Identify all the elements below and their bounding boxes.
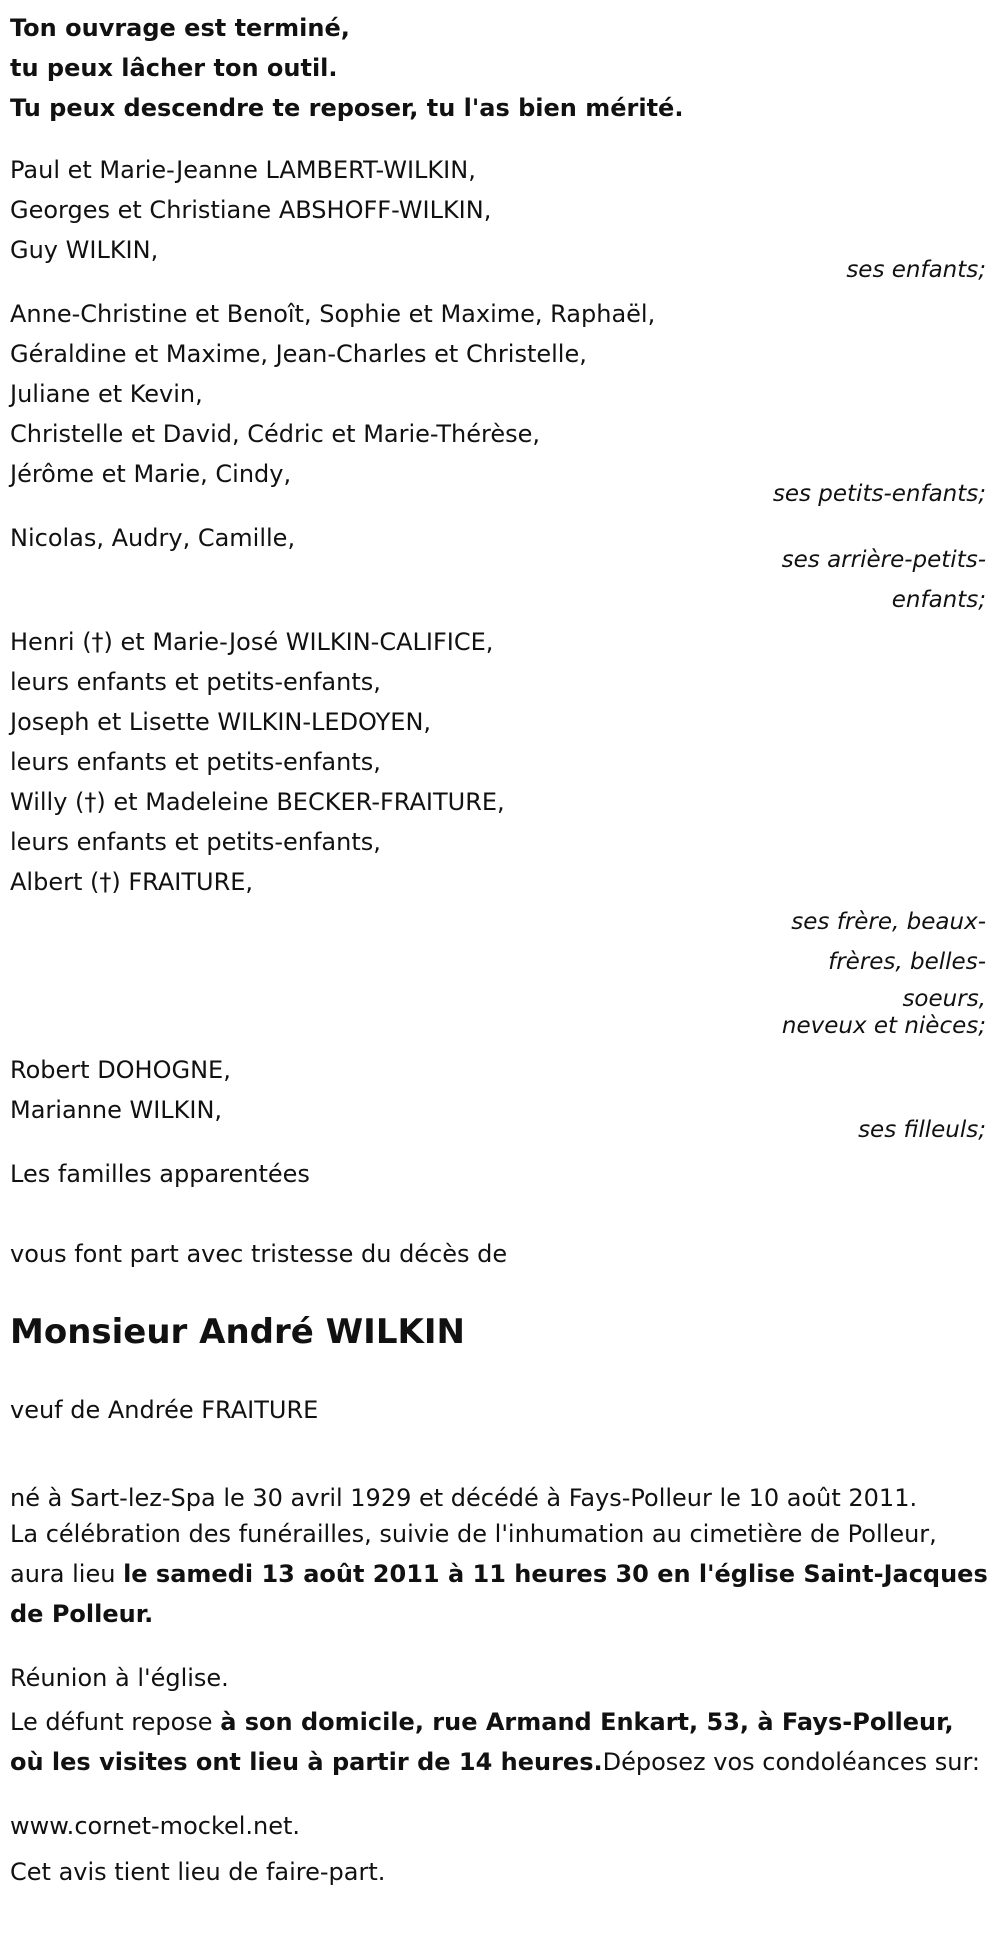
relation-line: enfants;	[891, 587, 986, 613]
rest-text: Le défunt repose	[10, 1708, 221, 1736]
relation-line: ses frère, beaux-	[791, 909, 986, 935]
relation-label: ses enfants;	[846, 257, 986, 283]
announcement-intro: vous font part avec tristesse du décès de	[10, 1240, 508, 1268]
family-name-line: Henri (†) et Marie-José WILKIN-CALIFICE,	[10, 628, 494, 656]
condolences-text: Déposez vos condoléances sur:	[602, 1748, 980, 1776]
poem-line: tu peux lâcher ton outil.	[10, 54, 338, 82]
family-name-line: Willy (†) et Madeleine BECKER-FRAITURE,	[10, 788, 505, 816]
relation-label: ses filleuls;	[858, 1117, 986, 1143]
poem-line: Tu peux descendre te reposer, tu l'as bien mérité.	[10, 94, 684, 122]
closing-note: Cet avis tient lieu de faire-part.	[10, 1858, 386, 1886]
family-name-line: Albert (†) FRAITURE,	[10, 868, 254, 896]
family-name-line: Juliane et Kevin,	[10, 380, 203, 408]
rest-location: à son domicile, rue Armand Enkart, 53, à Fays-Polleur, où les visites ont lieu à partir de 14 heures.	[10, 1708, 954, 1776]
family-name-line: leurs enfants et petits-enfants,	[10, 748, 381, 776]
family-name-line: leurs enfants et petits-enfants,	[10, 828, 381, 856]
website-link[interactable]: www.cornet-mockel.net.	[10, 1812, 301, 1840]
family-name-line: Anne-Christine et Benoît, Sophie et Maxime, Raphaël,	[10, 300, 656, 328]
reunion-line: Réunion à l'église.	[10, 1664, 229, 1692]
relation-line: frères, belles-	[828, 949, 986, 975]
family-name-line: Paul et Marie-Jeanne LAMBERT-WILKIN,	[10, 156, 476, 184]
grandchildren-group	[10, 294, 990, 512]
family-name-line: Géraldine et Maxime, Jean-Charles et Christelle,	[10, 340, 587, 368]
deceased-name: Monsieur André WILKIN	[10, 1312, 465, 1352]
related-families: Les familles apparentées	[10, 1160, 310, 1188]
poem	[10, 8, 990, 128]
relation-line: neveux et nièces;	[781, 1013, 986, 1039]
siblings-list	[10, 622, 990, 902]
family-name-line: Marianne WILKIN,	[10, 1096, 223, 1124]
widower-line: veuf de Andrée FRAITURE	[10, 1396, 319, 1424]
family-name-line: Georges et Christiane ABSHOFF-WILKIN,	[10, 196, 492, 224]
funeral-text: La célébration des funérailles, suivie de l'inhumation au cimetière de Polleur, aura lieu	[10, 1520, 937, 1588]
funeral-date-location: le samedi 13 août 2011 à 11 heures 30 en l'église Saint-Jacques de Polleur.	[10, 1560, 988, 1628]
family-name-line: Joseph et Lisette WILKIN-LEDOYEN,	[10, 708, 432, 736]
godchildren-group	[10, 1050, 990, 1148]
family-name-line: Christelle et David, Cédric et Marie-Thérèse,	[10, 420, 541, 448]
funeral-paragraph	[10, 1514, 990, 1634]
great-grandchildren-group	[10, 518, 990, 620]
relation-label	[726, 540, 990, 620]
relation-line: soeurs,	[902, 986, 986, 1012]
family-name-line: leurs enfants et petits-enfants,	[10, 668, 381, 696]
birth-death-line: né à Sart-lez-Spa le 30 avril 1929 et décédé à Fays-Polleur le 10 août 2011.	[10, 1484, 918, 1512]
relation-line: ses arrière-petits-	[781, 547, 986, 573]
relation-label	[726, 902, 990, 1039]
family-name-line: Guy WILKIN,	[10, 236, 159, 264]
family-name-line: Robert DOHOGNE,	[10, 1056, 231, 1084]
relation-label: ses petits-enfants;	[772, 481, 986, 507]
grandchildren-list	[10, 294, 990, 494]
siblings-group	[10, 622, 990, 1039]
family-name-line: Jérôme et Marie, Cindy,	[10, 460, 292, 488]
family-name-line: Nicolas, Audry, Camille,	[10, 524, 296, 552]
poem-line: Ton ouvrage est terminé,	[10, 14, 350, 42]
rest-paragraph	[10, 1702, 990, 1782]
children-group	[10, 150, 990, 288]
